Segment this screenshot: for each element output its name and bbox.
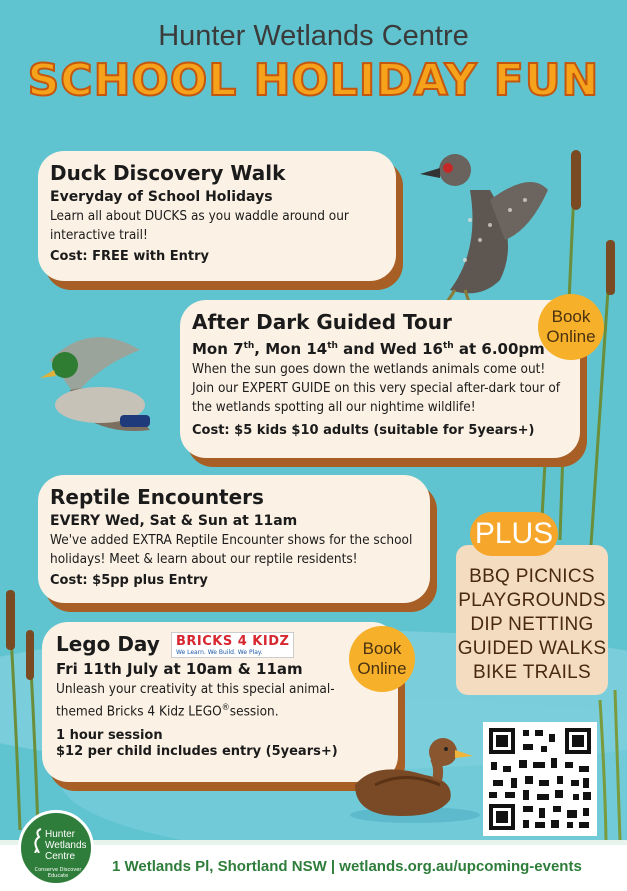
schedule-part: Mon 7 (192, 340, 244, 358)
qr-code[interactable] (483, 722, 597, 836)
book-online-badge[interactable] (349, 626, 415, 692)
event-schedule: Fri 11th July at 10am & 11am (56, 660, 303, 678)
event-session: 1 hour session (56, 727, 163, 743)
desc-sup: ® (221, 703, 230, 713)
badge-line: Online (357, 659, 407, 678)
event-schedule (192, 340, 568, 358)
bricks-4-kidz-logo (171, 632, 294, 658)
schedule-part: at 6.00pm (453, 340, 545, 358)
plus-item: PLAYGROUNDS (458, 590, 606, 611)
schedule-sup: th (442, 341, 454, 351)
event-description (56, 680, 346, 722)
event-description: We've added EXTRA Reptile Encounter shows for the school holidays! Meet & learn about our reptile residents! (50, 532, 413, 567)
plus-panel (456, 545, 608, 695)
event-title: Duck Discovery Walk (50, 161, 286, 185)
schedule-part: , Mon 14 (254, 340, 328, 358)
plus-item: BIKE TRAILS (472, 662, 592, 683)
badge-line: Book (362, 639, 402, 658)
headline: SCHOOL HOLIDAY FUN (27, 55, 600, 106)
logo-tagline: Conserve Discover Educate (34, 867, 82, 879)
desc-part: Unleash your creativity at this special animal-themed Bricks 4 Kidz LEGO (56, 681, 335, 720)
event-cost: $12 per child includes entry (5years+) (56, 743, 338, 759)
logo-text: Hunter Wetlands Centre (45, 829, 87, 862)
footer-logo (18, 810, 94, 886)
event-cost: Cost: $5 kids $10 adults (suitable for 5years+) (192, 423, 535, 438)
event-schedule: EVERY Wed, Sat & Sun at 11am (50, 513, 298, 529)
logo-tagline: We Learn. We Build. We Play. (175, 649, 263, 656)
plus-item: BBQ PICNICS (469, 566, 595, 587)
event-cost: Cost: FREE with Entry (50, 249, 210, 264)
duck-illustration (410, 150, 550, 310)
event-description: When the sun goes down the wetlands animals come out! Join our EXPERT GUIDE on this very special after-dark tour of the wetlands spotting all our nightime wildlife! (192, 361, 561, 415)
schedule-sup: th (327, 341, 338, 351)
footer-address[interactable]: 1 Wetlands Pl, Shortland NSW | wetlands.org.au/upcoming-events (112, 858, 582, 875)
swimming-duck-illustration (345, 730, 485, 825)
badge-line: Online (546, 327, 596, 346)
event-card-after-dark (180, 300, 580, 458)
event-title: Lego Day (56, 632, 160, 656)
schedule-part: and Wed 16 (337, 340, 443, 358)
event-card-duck-walk (38, 151, 396, 281)
event-title: Reptile Encounters (50, 485, 264, 509)
plus-item: GUIDED WALKS (457, 638, 607, 659)
header-title: Hunter Wetlands Centre (158, 20, 469, 52)
logo-text: BRICKS 4 KIDZ (175, 634, 290, 649)
event-card-reptile (38, 475, 430, 603)
badge-line: Book (551, 307, 591, 326)
event-title: After Dark Guided Tour (192, 310, 452, 334)
event-cost: Cost: $5pp plus Entry (50, 573, 208, 588)
event-description: Learn all about DUCKS as you waddle around our interactive trail! (50, 208, 349, 243)
book-online-badge[interactable] (538, 294, 604, 360)
desc-part: session. (229, 703, 279, 720)
schedule-sup: th (243, 341, 255, 351)
plus-item: DIP NETTING (470, 614, 594, 635)
mallard-illustration (30, 320, 170, 450)
plus-heading: PLUS (470, 512, 558, 556)
event-schedule: Everyday of School Holidays (50, 189, 273, 205)
